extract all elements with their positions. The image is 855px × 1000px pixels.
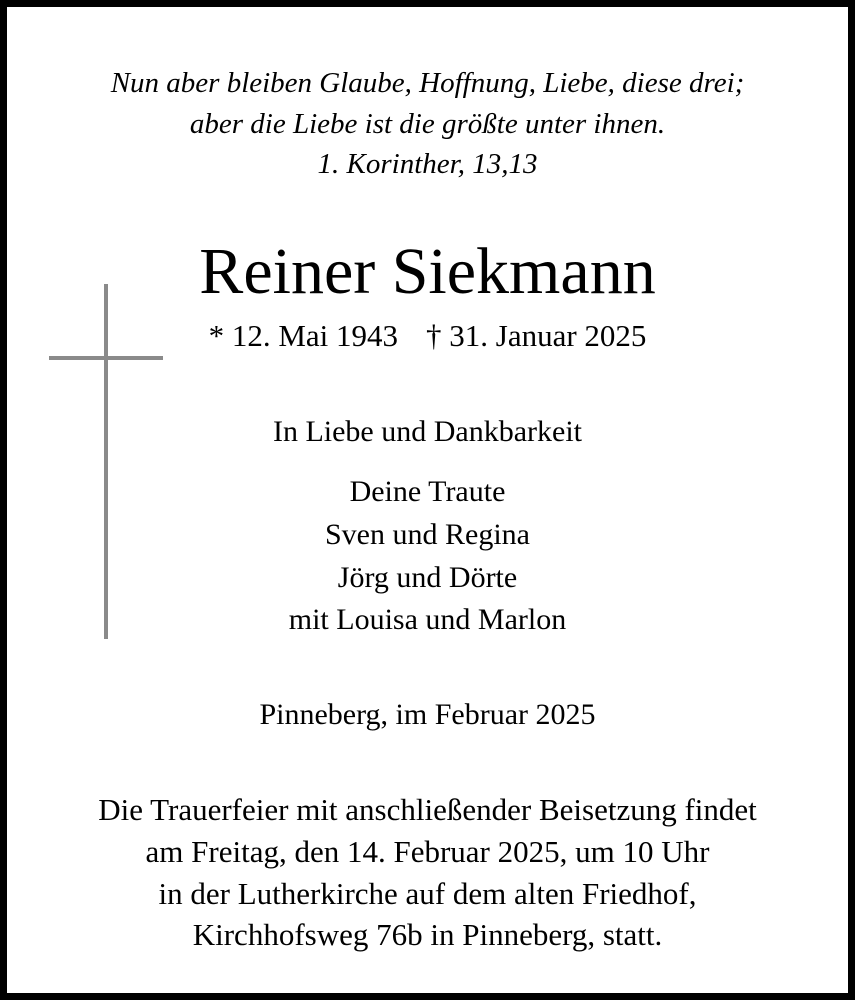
- place-date: Pinneberg, im Februar 2025: [259, 698, 596, 731]
- bible-quote-reference: 1. Korinther, 13,13: [317, 148, 538, 180]
- service-line-2: am Freitag, den 14. Februar 2025, um 10 Uhr: [145, 834, 710, 869]
- mourner-1: Deine Traute: [349, 475, 506, 508]
- mourner-2: Sven und Regina: [325, 518, 530, 551]
- cross-horizontal-bar: [49, 356, 163, 360]
- bible-quote-line-2: aber die Liebe ist die größte unter ihnen.: [189, 108, 666, 140]
- death-date: † 31. Januar 2025: [426, 318, 647, 353]
- birth-date: * 12. Mai 1943: [208, 318, 399, 353]
- deceased-name: Reiner Siekmann: [199, 235, 656, 308]
- mourner-4: mit Louisa und Marlon: [288, 603, 567, 636]
- dedication: In Liebe und Dankbarkeit: [272, 415, 583, 448]
- service-line-3: in der Lutherkirche auf dem alten Friedhof,: [158, 876, 697, 911]
- life-dates: [7, 320, 848, 351]
- mourner-3: Jörg und Dörte: [337, 561, 518, 594]
- service-line-4: Kirchhofsweg 76b in Pinneberg, statt.: [192, 917, 663, 952]
- bible-quote-line-1: Nun aber bleiben Glaube, Hoffnung, Liebe, diese drei;: [110, 67, 745, 99]
- service-line-1: Die Trauerfeier mit anschließender Beisetzung findet: [98, 792, 757, 827]
